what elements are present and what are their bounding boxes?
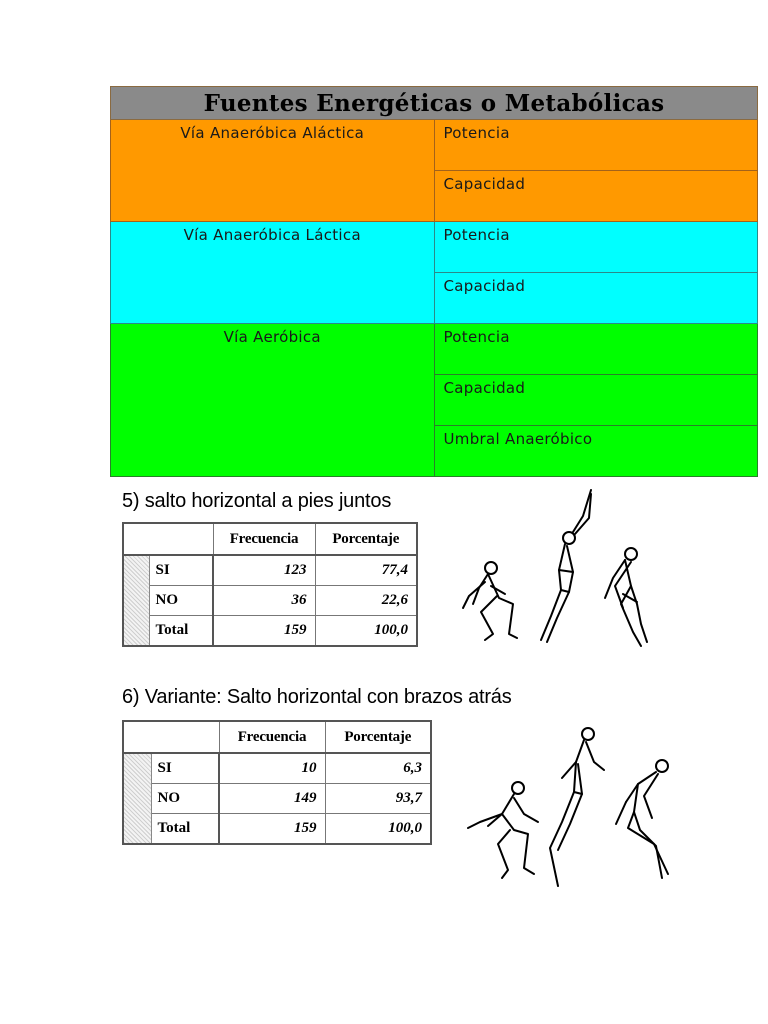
row-label: SI — [151, 753, 219, 784]
route-anaerobic-lactic: Vía Anaeróbica Láctica — [111, 222, 435, 324]
aerobic-umbral-anaerobico: Umbral Anaeróbico — [434, 426, 758, 477]
cell-porcentaje: 100,0 — [315, 616, 417, 647]
cell-frecuencia: 36 — [213, 586, 315, 616]
table-row — [123, 586, 417, 616]
lactic-potencia: Potencia — [434, 222, 758, 273]
landing-figure-icon — [605, 548, 647, 646]
table-row — [123, 555, 417, 586]
header-porcentaje: Porcentaje — [315, 523, 417, 555]
crouch-figure-icon — [463, 562, 517, 640]
cell-frecuencia: 10 — [219, 753, 325, 784]
row-shade — [123, 555, 149, 646]
row-label: Total — [151, 814, 219, 845]
alactic-potencia: Potencia — [434, 120, 758, 171]
alactic-capacidad: Capacidad — [434, 171, 758, 222]
cell-porcentaje: 93,7 — [325, 784, 431, 814]
header-frecuencia: Frecuencia — [219, 721, 325, 753]
cell-porcentaje: 77,4 — [315, 555, 417, 586]
cell-frecuencia: 123 — [213, 555, 315, 586]
aerobic-potencia: Potencia — [434, 324, 758, 375]
crouch-arms-back-figure-icon — [468, 782, 538, 878]
flight-arms-back-figure-icon — [550, 728, 604, 886]
route-aerobic: Vía Aeróbica — [111, 324, 435, 477]
standing-jump-illustration — [455, 486, 665, 652]
table-row — [123, 616, 417, 647]
energy-table-title: Fuentes Energéticas o Metabólicas — [111, 87, 758, 120]
row-label: NO — [149, 586, 213, 616]
section6-table — [122, 720, 432, 845]
table-row — [123, 814, 431, 845]
section5-heading: 5) salto horizontal a pies juntos — [122, 490, 392, 512]
section6-heading: 6) Variante: Salto horizontal con brazos atrás — [122, 686, 512, 708]
cell-porcentaje: 100,0 — [325, 814, 431, 845]
flight-figure-icon — [541, 490, 591, 642]
aerobic-capacidad: Capacidad — [434, 375, 758, 426]
landing-arms-forward-figure-icon — [616, 760, 668, 878]
lactic-capacidad: Capacidad — [434, 273, 758, 324]
table-row — [123, 753, 431, 784]
cell-frecuencia: 149 — [219, 784, 325, 814]
row-label: NO — [151, 784, 219, 814]
table-corner — [123, 523, 213, 555]
section5-table — [122, 522, 418, 647]
energy-sources-table — [110, 86, 758, 477]
header-porcentaje: Porcentaje — [325, 721, 431, 753]
row-label: SI — [149, 555, 213, 586]
cell-frecuencia: 159 — [213, 616, 315, 647]
row-shade — [123, 753, 151, 844]
cell-frecuencia: 159 — [219, 814, 325, 845]
route-anaerobic-alactic: Vía Anaeróbica Aláctica — [111, 120, 435, 222]
table-corner — [123, 721, 219, 753]
header-frecuencia: Frecuencia — [213, 523, 315, 555]
row-label: Total — [149, 616, 213, 647]
cell-porcentaje: 6,3 — [325, 753, 431, 784]
arms-back-jump-illustration — [458, 718, 684, 890]
table-row — [123, 784, 431, 814]
cell-porcentaje: 22,6 — [315, 586, 417, 616]
